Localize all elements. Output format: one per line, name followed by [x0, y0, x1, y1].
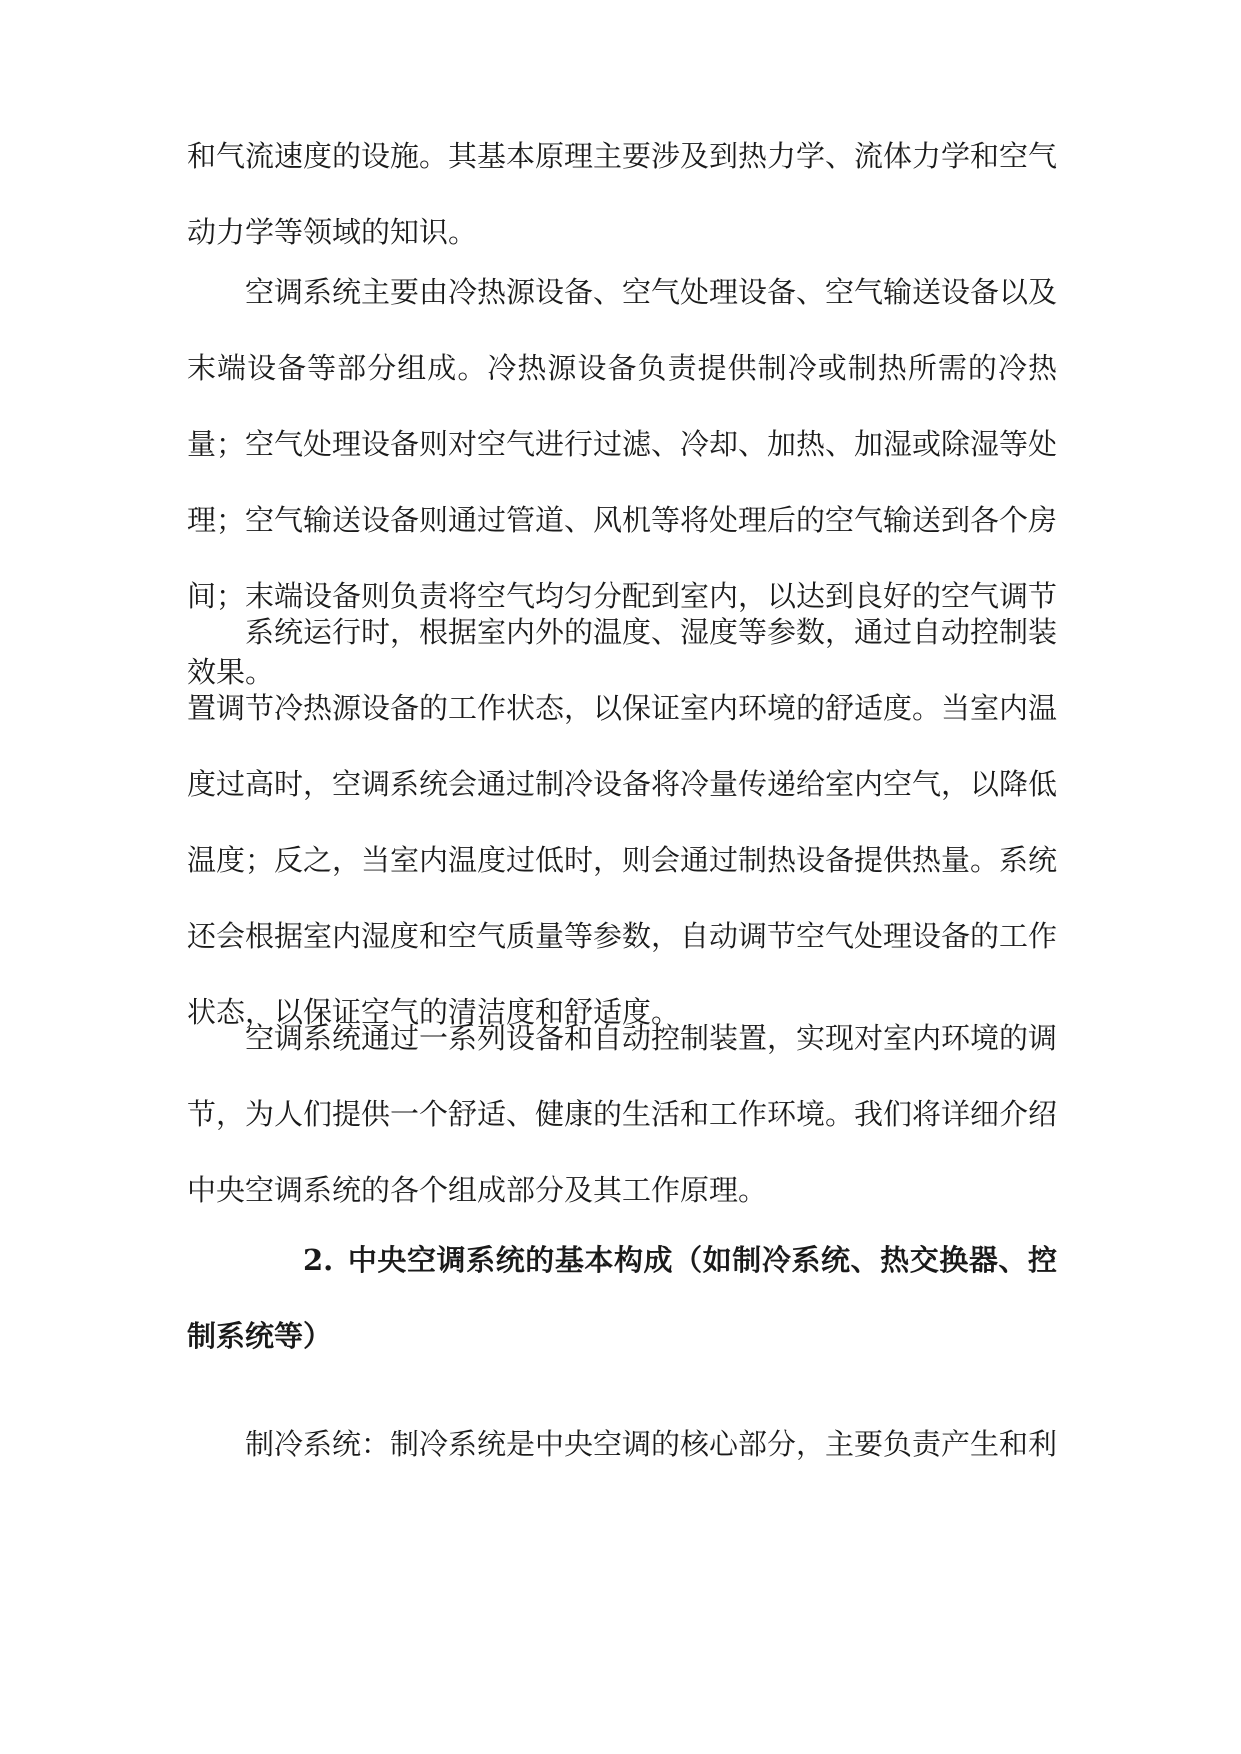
section-heading-text: 中央空调系统的基本构成（如制冷系统、热交换器、控制系统等）: [187, 1243, 1057, 1353]
paragraph-4-block: [187, 1000, 1057, 1228]
paragraph-1-block: [187, 118, 1057, 270]
paragraph-2: 空调系统主要由冷热源设备、空气处理设备、空气输送设备以及末端设备等部分组成。冷热源设备负责提供制冷或制热所需的冷热量；空气处理设备则对空气进行过滤、冷却、加热、加湿或除湿等处理；空气输送设备则通过管道、风机等将处理后的空气输送到各个房间；末端设备则负责将空气均匀分配到室内，以达到良好的空气调节效果。: [187, 275, 1058, 689]
paragraph-5: 制冷系统：制冷系统是中央空调的核心部分，主要负责产生和利: [245, 1427, 1058, 1461]
section-heading: [187, 1222, 1057, 1374]
section-heading-number: 2.: [303, 1243, 334, 1277]
paragraph-3: 系统运行时，根据室内外的温度、湿度等参数，通过自动控制装置调节冷热源设备的工作状态，以保证室内环境的舒适度。当室内温度过高时，空调系统会通过制冷设备将冷量传递给室内空气，以降低温度；反之，当室内温度过低时，则会通过制热设备提供热量。系统还会根据室内湿度和空气质量等参数，自动调节空气处理设备的工作状态，以保证空气的清洁度和舒适度。: [187, 615, 1058, 1029]
paragraph-1: 和气流速度的设施。其基本原理主要涉及到热力学、流体力学和空气动力学等领域的知识。: [187, 139, 1058, 249]
paragraph-5-block: [187, 1406, 1057, 1482]
section-heading-block: [187, 1222, 1057, 1374]
paragraph-4: 空调系统通过一系列设备和自动控制装置，实现对室内环境的调节，为人们提供一个舒适、健康的生活和工作环境。我们将详细介绍中央空调系统的各个组成部分及其工作原理。: [187, 1021, 1058, 1207]
paragraph-3-block: [187, 594, 1057, 1050]
